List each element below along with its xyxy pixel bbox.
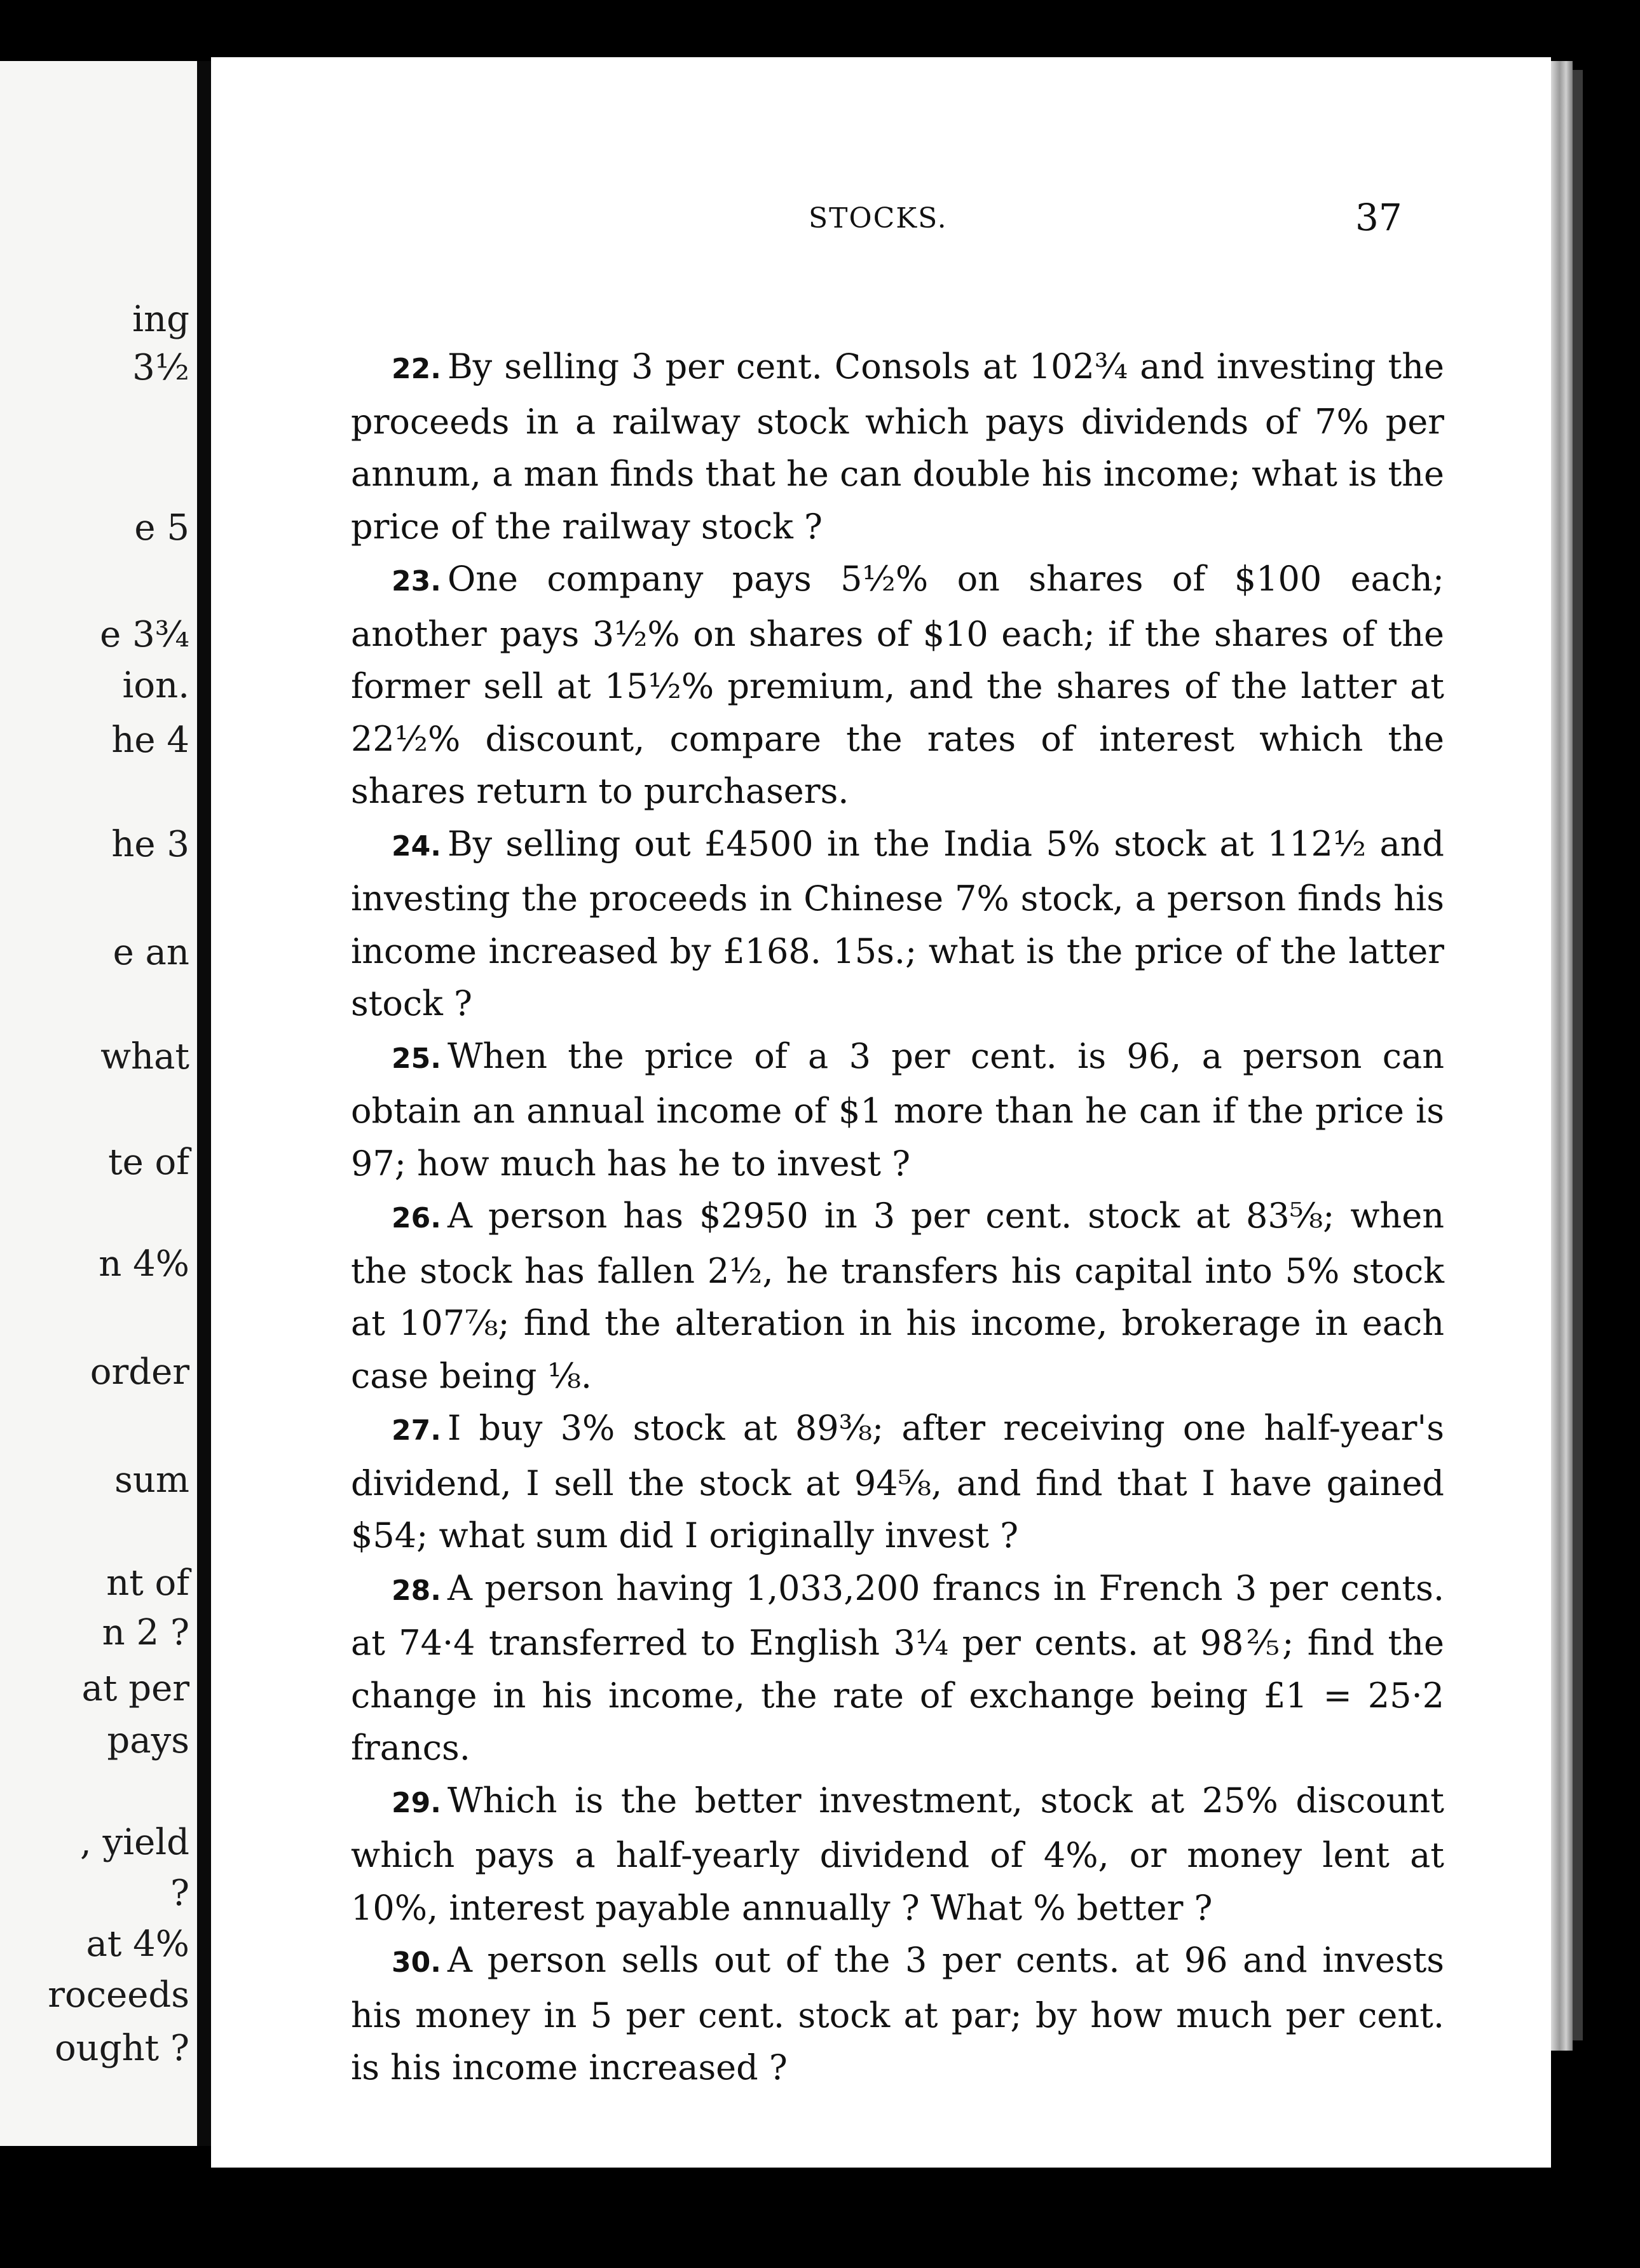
problem-28: [351, 1562, 1444, 1775]
right-page: [211, 57, 1551, 2168]
problem-27: [351, 1402, 1444, 1562]
problem-number: 26.: [392, 1202, 441, 1234]
left-page-fragment: what: [100, 1036, 189, 1077]
page-stack-edge: [1551, 61, 1573, 2051]
problem-text: One company pays 5½% on shares of $100 each; another pays 3½% on shares of $10 each; if the shares of the former sell at 15½% premium, and the shares of the latter at 22½% discount, compare the rates of interest which the shares return to purchasers.: [351, 559, 1444, 811]
left-page-fragment: at per: [81, 1668, 189, 1709]
left-page-fragment: n 2 ?: [102, 1612, 189, 1653]
left-page-fragment: 3½: [132, 347, 189, 388]
problem-23: [351, 553, 1444, 818]
problem-number: 27.: [392, 1414, 441, 1447]
page-number: 37: [1355, 196, 1402, 239]
problem-text: A person has $2950 in 3 per cent. stock at 83⅝; when the stock has fallen 2½, he transfers his capital into 5% stock at 107⅞; find the alteration in his income, brokerage in each case being ⅛.: [351, 1196, 1444, 1396]
problem-number: 23.: [392, 565, 441, 598]
problem-29: [351, 1775, 1444, 1935]
problem-text: When the price of a 3 per cent. is 96, a person can obtain an annual income of $1 more than he can if the price is 97; how much has he to invest ?: [351, 1035, 1444, 1184]
left-page-fragment: , yield: [79, 1822, 189, 1863]
problem-text: A person having 1,033,200 francs in French 3 per cents. at 74·4 transferred to English 3¼ per cents. at 98⅖; find the change in his income, the rate of exchange being £1 = 25·2 francs.: [351, 1568, 1444, 1768]
problem-text: A person sells out of the 3 per cents. at 96 and invests his money in 5 per cent. stock at par; by how much per cent. is his income increased ?: [351, 1940, 1444, 2087]
problem-text: By selling 3 per cent. Consols at 102¾ and investing the proceeds in a railway stock which pays dividends of 7% per annum, a man finds that he can double his income; what is the price of the railway stock ?: [351, 346, 1444, 547]
problem-30: [351, 1934, 1444, 2094]
left-facing-page: [0, 61, 200, 2146]
problem-24: [351, 818, 1444, 1030]
left-page-fragment: ing: [132, 299, 189, 340]
left-page-fragment: te of: [108, 1142, 189, 1183]
left-page-fragment: e 3¾: [100, 614, 189, 655]
left-page-fragment: roceeds: [48, 1974, 189, 2016]
book-gutter: [197, 61, 211, 2146]
problem-number: 25.: [392, 1042, 441, 1075]
problem-number: 28.: [392, 1574, 441, 1607]
left-page-fragment: he 3: [111, 824, 189, 865]
left-page-fragment: n 4%: [99, 1243, 189, 1285]
problem-number: 24.: [392, 830, 441, 863]
left-page-fragment: order: [90, 1351, 189, 1393]
problem-text: I buy 3% stock at 89⅜; after receiving one half-year's dividend, I sell the stock at 94⅝, and find that I have gained $54; what sum did I originally invest ?: [351, 1408, 1444, 1555]
running-head: STOCKS.: [809, 202, 948, 235]
page-header: [211, 196, 1551, 253]
problem-text: By selling out £4500 in the India 5% stock at 112½ and investing the proceeds in Chinese 7% stock, a person finds his income increased by £168. 15s.; what is the price of the latter stock ?: [351, 823, 1444, 1023]
left-page-fragment: e 5: [134, 507, 189, 549]
problem-22: [351, 341, 1444, 553]
problem-number: 29.: [392, 1786, 441, 1819]
left-page-fragment: ?: [170, 1873, 189, 1914]
left-page-fragment: ought ?: [54, 2028, 189, 2069]
problem-text: Which is the better investment, stock at 25% discount which pays a half-yearly dividend of 4%, or money lent at 10%, interest payable annually ? What % better ?: [351, 1780, 1444, 1928]
left-page-fragment: sum: [114, 1459, 189, 1501]
left-page-fragment: he 4: [111, 720, 189, 761]
left-page-fragment: pays: [107, 1720, 189, 1761]
problem-26: [351, 1190, 1444, 1402]
left-page-fragment: ion.: [122, 665, 189, 706]
left-page-fragment: e an: [113, 932, 189, 973]
problem-list: [351, 341, 1444, 2094]
page-edge-shadow: [1573, 70, 1583, 2040]
problem-number: 30.: [392, 1946, 441, 1979]
left-page-fragment: at 4%: [86, 1923, 189, 1965]
problem-number: 22.: [392, 353, 441, 385]
problem-25: [351, 1030, 1444, 1191]
left-page-fragment: nt of: [106, 1562, 189, 1604]
